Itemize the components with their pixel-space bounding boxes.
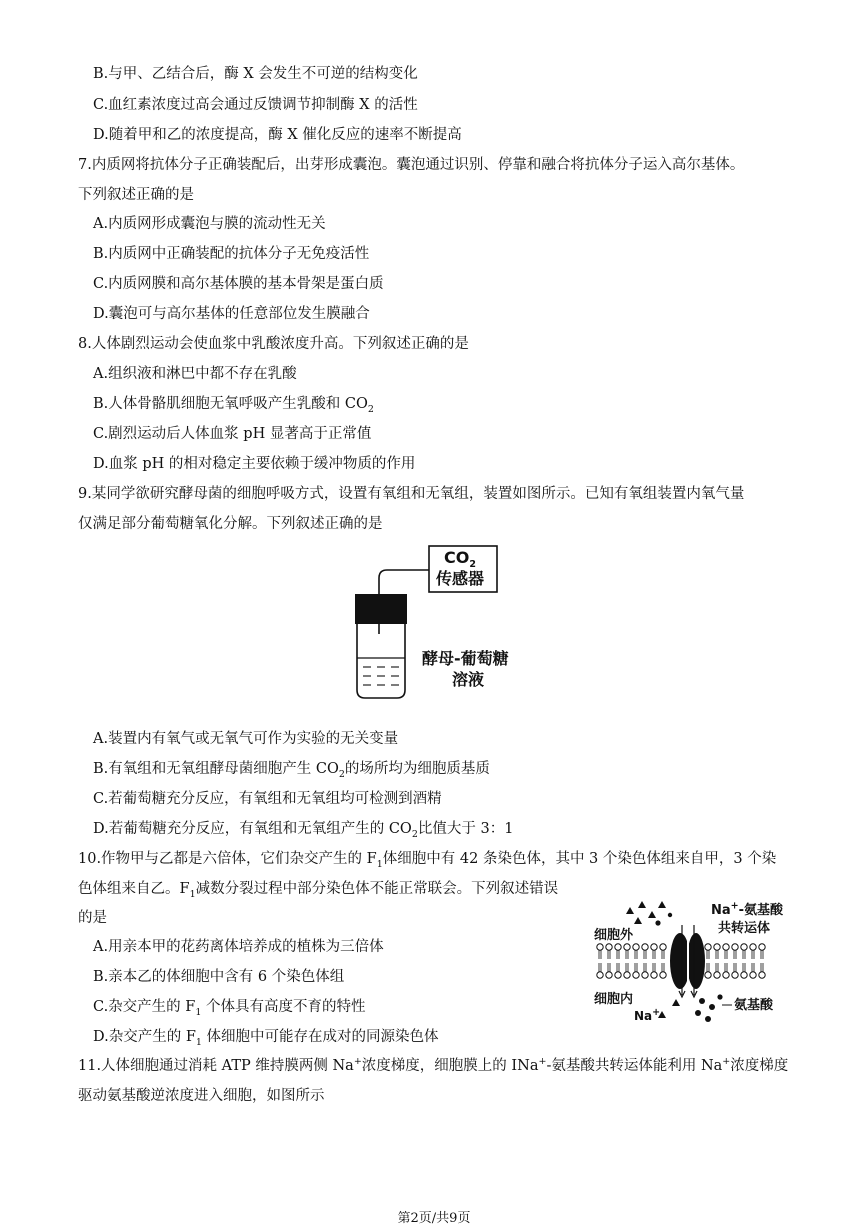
q10-stem1-pre: 10.作物甲与乙都是六倍体，它们杂交产生的 F — [78, 851, 377, 867]
q10-option-d-post: 体细胞中可能存在成对的同源染色体 — [201, 1029, 439, 1045]
transporter-right-half — [687, 933, 705, 989]
q10-option-d-pre: D.杂交产生的 F — [93, 1029, 196, 1045]
inside-particles — [658, 994, 723, 1022]
q6-option-d: D.随着甲和乙的浓度提高，酶 X 催化反应的速率不断提高 — [93, 127, 462, 143]
q9-stem-line1: 9.某同学欲研究酵母菌的细胞呼吸方式，设置有氧组和无氧组，装置如图所示。已知有氧组装置内氧气量 — [78, 486, 745, 502]
q8-option-b — [93, 394, 374, 414]
q10-stem2-pre: 色体组来自乙。F — [78, 881, 190, 897]
q10-stem-line1 — [78, 849, 776, 869]
q9-option-a: A.装置内有氧气或无氧气可作为实验的无关变量 — [93, 731, 399, 747]
na-text: Na — [634, 1009, 653, 1023]
q10-option-c-post: 个体具有高度不育的特性 — [201, 999, 366, 1015]
q11-stem1-sup3: + — [722, 1056, 731, 1068]
q9-option-b — [93, 759, 490, 779]
q10-option-d — [93, 1027, 439, 1047]
q6-option-b: B.与甲、乙结合后，酶 X 会发生不可逆的结构变化 — [93, 66, 418, 82]
q10-stem-line3: 的是 — [78, 910, 107, 926]
q10-option-c-pre: C.杂交产生的 F — [93, 999, 196, 1015]
sensor-tube — [379, 570, 429, 594]
q11-stem1-sup1: + — [353, 1056, 362, 1068]
q10-stem2-post: 减数分裂过程中部分染色体不能正常联会。下列叙述错误 — [195, 881, 559, 897]
q7-option-d: D.囊泡可与高尔基体的任意部位发生膜融合 — [93, 306, 370, 322]
q9-option-b-post: 的场所均为细胞质基质 — [344, 761, 490, 777]
outside-particles — [626, 901, 672, 926]
amino-label: 氨基酸 — [734, 998, 774, 1013]
q10-option-c-sub: 1 — [195, 1006, 202, 1018]
q7-option-c: C.内质网膜和高尔基体膜的基本骨架是蛋白质 — [93, 276, 384, 292]
q8-stem: 8.人体剧烈运动会使血浆中乳酸浓度升高。下列叙述正确的是 — [78, 336, 469, 352]
q8-option-c: C.剧烈运动后人体血浆 pH 显著高于正常值 — [93, 426, 372, 442]
co2-sub: 2 — [469, 559, 476, 571]
q8-option-d: D.血浆 pH 的相对稳定主要依赖于缓冲物质的作用 — [93, 456, 416, 472]
q10-option-c — [93, 997, 366, 1017]
q7-stem-line2: 下列叙述正确的是 — [78, 187, 194, 203]
outside-label: 细胞外 — [594, 928, 634, 943]
q9-option-d-sub: 2 — [411, 828, 418, 840]
transporter-label-line2: 共转运体 — [718, 921, 771, 936]
flask-stopper — [355, 594, 407, 624]
q11-stem1-sup2: + — [538, 1056, 547, 1068]
q11-stem1-b: 浓度梯度，细胞膜上的 INa — [361, 1058, 539, 1074]
q9-option-b-pre: B.有氧组和无氧组酵母菌细胞产生 CO — [93, 761, 339, 777]
q9-option-c: C.若葡萄糖充分反应，有氧组和无氧组均可检测到酒精 — [93, 791, 442, 807]
q10-stem1-sub: 1 — [376, 858, 383, 870]
q6-option-c: C.血红素浓度过高会通过反馈调节抑制酶 X 的活性 — [93, 97, 418, 113]
q11-stem-line2: 驱动氨基酸逆浓度进入细胞，如图所示 — [78, 1088, 325, 1104]
q11-stem1-a: 11.人体细胞通过消耗 ATP 维持膜两侧 Na — [78, 1058, 354, 1074]
test-tube — [357, 624, 405, 698]
inside-label: 细胞内 — [594, 992, 634, 1007]
transporter-na-sup: + — [730, 900, 739, 912]
q7-option-b: B.内质网中正确装配的抗体分子无免疫活性 — [93, 246, 370, 262]
q9-option-b-sub: 2 — [338, 768, 345, 780]
co2-sensor-label — [444, 548, 476, 571]
solution-label-line2: 溶液 — [452, 670, 485, 689]
liquid-dashes — [363, 667, 399, 685]
page-footer: 第2页/共9页 — [397, 1211, 471, 1226]
q11-stem-line1 — [78, 1056, 788, 1076]
co2-text: CO — [444, 548, 470, 567]
q9-option-d-post: 比值大于 3：1 — [417, 821, 514, 837]
solution-label-line1: 酵母-葡萄糖 — [422, 649, 509, 668]
q10-stem1-post: 体细胞中有 42 条染色体，其中 3 个染色体组来自甲，3 个染 — [382, 851, 777, 867]
q8-option-a: A.组织液和淋巴中都不存在乳酸 — [93, 366, 297, 382]
q10-stem2-sub: 1 — [189, 888, 196, 900]
transporter-na: Na — [711, 903, 731, 918]
na-label — [634, 1006, 660, 1026]
q7-stem-line1: 7.内质网将抗体分子正确装配后，出芽形成囊泡。囊泡通过识别、停靠和融合将抗体分子运入高尔基体。 — [78, 157, 745, 173]
sensor-label-line2: 传感器 — [436, 569, 485, 588]
q10-stem-line2 — [78, 879, 558, 899]
q11-stem1-c: -氨基酸共转运体能利用 Na — [546, 1058, 723, 1074]
q7-option-a: A.内质网形成囊泡与膜的流动性无关 — [93, 216, 326, 232]
transporter-amino: -氨基酸 — [738, 903, 784, 918]
q9-stem-line2: 仅满足部分葡萄糖氧化分解。下列叙述正确的是 — [78, 516, 383, 532]
q8-option-b-text: B.人体骨骼肌细胞无氧呼吸产生乳酸和 CO — [93, 396, 368, 412]
q8-option-b-sub: 2 — [367, 403, 374, 415]
q9-option-d — [93, 819, 513, 839]
transporter-label-line1 — [711, 901, 783, 921]
q10-option-a: A.用亲本甲的花药离体培养成的植株为三倍体 — [93, 939, 384, 955]
q10-option-d-sub: 1 — [195, 1036, 202, 1048]
q9-option-d-pre: D.若葡萄糖充分反应，有氧组和无氧组产生的 CO — [93, 821, 412, 837]
q10-option-b: B.亲本乙的体细胞中含有 6 个染色体组 — [93, 969, 345, 985]
q11-stem1-d: 浓度梯度 — [730, 1058, 789, 1074]
na-sup: + — [652, 1007, 661, 1018]
